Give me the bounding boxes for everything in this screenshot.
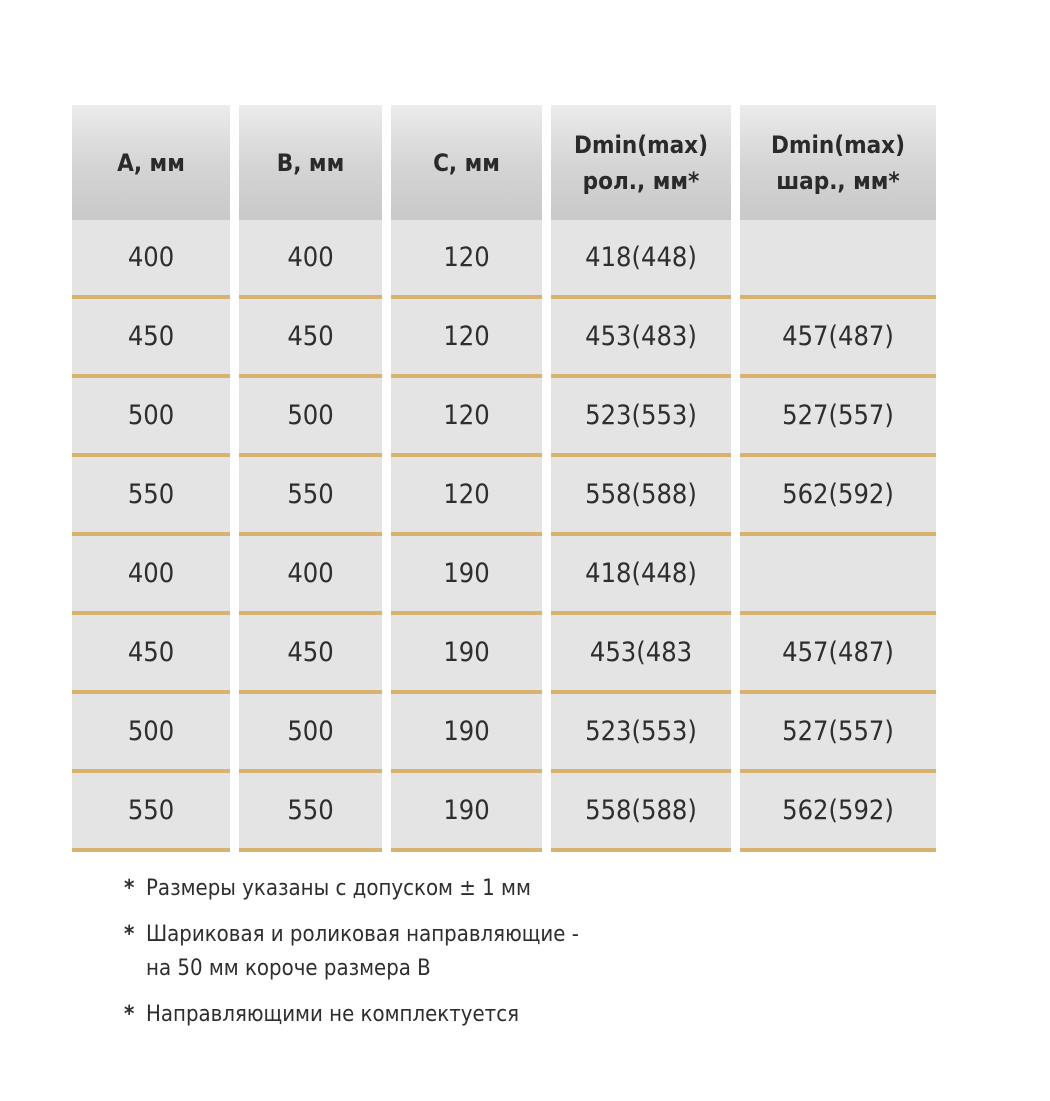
header-dmin-roller (551, 105, 731, 220)
footnote (124, 872, 579, 906)
cell-dmin-roller: 523(553) (551, 694, 731, 773)
cell-c: 190 (391, 694, 542, 773)
cell-a: 450 (72, 299, 230, 378)
header-b (239, 105, 382, 220)
footnote-bullet: * (124, 876, 135, 901)
cell-b: 400 (239, 536, 382, 615)
table-row (72, 378, 936, 457)
cell-c: 190 (391, 773, 542, 852)
table-row (72, 694, 936, 773)
cell-c: 190 (391, 536, 542, 615)
cell-a: 550 (72, 457, 230, 536)
cell-c: 120 (391, 299, 542, 378)
table-row (72, 299, 936, 378)
cell-dmin-roller: 418(448) (551, 220, 731, 299)
cell-b: 450 (239, 615, 382, 694)
cell-dmin-roller: 418(448) (551, 536, 731, 615)
header-a (72, 105, 230, 220)
cell-c: 190 (391, 615, 542, 694)
footnote-bullet: * (124, 922, 135, 947)
cell-dmin-ball: 527(557) (740, 694, 936, 773)
table-row (72, 220, 936, 299)
cell-b: 400 (239, 220, 382, 299)
cell-b: 500 (239, 694, 382, 773)
table-body (72, 220, 936, 852)
cell-dmin-ball: 527(557) (740, 378, 936, 457)
footnote-text: Направляющими не комплектуется (146, 1002, 519, 1027)
header-dmin-roller-line-2: рол., мм* (582, 166, 700, 195)
footnote (124, 918, 579, 986)
table-row (72, 536, 936, 615)
footnote-text: Шариковая и роликовая направляющие - (146, 922, 579, 947)
cell-b: 500 (239, 378, 382, 457)
table-row (72, 457, 936, 536)
cell-dmin-ball: 562(592) (740, 773, 936, 852)
cell-c: 120 (391, 378, 542, 457)
cell-b: 550 (239, 773, 382, 852)
cell-dmin-ball: 457(487) (740, 615, 936, 694)
header-c (391, 105, 542, 220)
cell-b: 450 (239, 299, 382, 378)
footnotes (124, 872, 579, 1044)
cell-a: 500 (72, 694, 230, 773)
table-header-row (72, 105, 936, 220)
cell-c: 120 (391, 220, 542, 299)
footnote-text: Размеры указаны с допуском ± 1 мм (146, 876, 531, 901)
header-a-line-1: А, мм (117, 148, 185, 177)
cell-a: 500 (72, 378, 230, 457)
cell-dmin-ball (740, 220, 936, 299)
cell-a: 450 (72, 615, 230, 694)
cell-a: 550 (72, 773, 230, 852)
table-row (72, 615, 936, 694)
footnote-bullet: * (124, 1002, 135, 1027)
cell-c: 120 (391, 457, 542, 536)
cell-dmin-ball: 457(487) (740, 299, 936, 378)
header-b-line-1: В, мм (276, 148, 345, 177)
footnote (124, 998, 579, 1032)
header-dmin-ball (740, 105, 936, 220)
cell-dmin-roller: 453(483 (551, 615, 731, 694)
header-dmin-ball-line-1: Dmin(max) (771, 130, 905, 159)
cell-b: 550 (239, 457, 382, 536)
header-c-line-1: С, мм (433, 148, 500, 177)
cell-dmin-roller: 558(588) (551, 457, 731, 536)
cell-a: 400 (72, 220, 230, 299)
cell-dmin-roller: 558(588) (551, 773, 731, 852)
cell-dmin-ball: 562(592) (740, 457, 936, 536)
cell-dmin-roller: 523(553) (551, 378, 731, 457)
footnote-text: на 50 мм короче размера В (146, 956, 431, 981)
cell-a: 400 (72, 536, 230, 615)
cell-dmin-roller: 453(483) (551, 299, 731, 378)
cell-dmin-ball (740, 536, 936, 615)
header-dmin-roller-line-1: Dmin(max) (574, 130, 708, 159)
table-row (72, 773, 936, 852)
dimensions-table (72, 105, 936, 852)
header-dmin-ball-line-2: шар., мм* (776, 166, 900, 195)
